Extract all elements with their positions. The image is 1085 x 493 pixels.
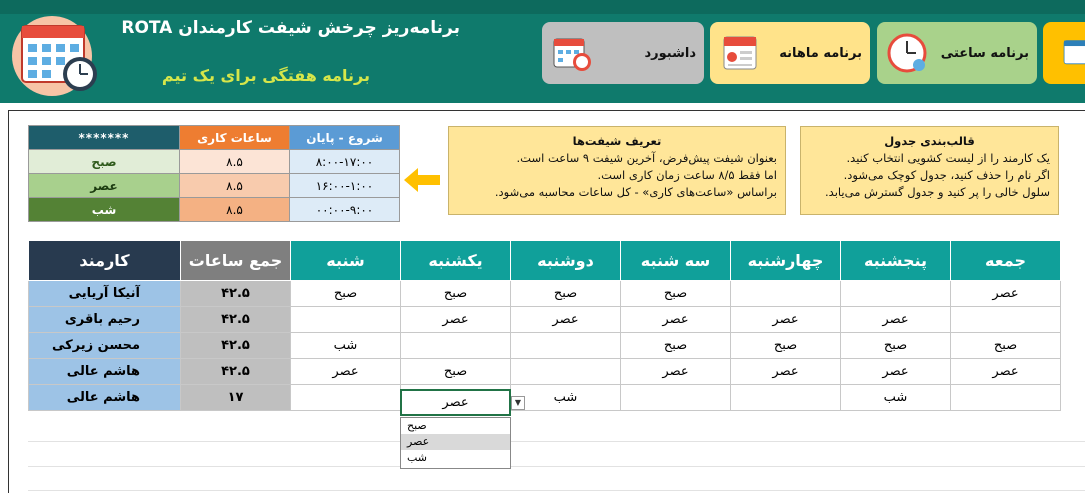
shift-cell[interactable]: [951, 307, 1061, 333]
shift-cell[interactable]: [951, 385, 1061, 411]
shift-cell[interactable]: [621, 385, 731, 411]
shift-cell[interactable]: عصر: [731, 359, 841, 385]
shift-definition-note: [448, 126, 786, 215]
shift-cell[interactable]: صبح: [291, 281, 401, 307]
page-subtitle: برنامه هفتگی برای یک تیم: [161, 66, 370, 85]
shift-name-cell[interactable]: شب: [29, 198, 180, 222]
note-line: براساس «ساعت‌های کاری» - کل ساعات محاسبه می‌شود.: [494, 185, 777, 199]
dashboard-label: داشبورد: [644, 45, 696, 61]
note-line: اما فقط ۸/۵ ساعت زمان کاری است.: [597, 168, 777, 182]
shift-name-cell[interactable]: عصر: [29, 174, 180, 198]
monthly-schedule-button[interactable]: [710, 22, 870, 84]
shift-cell[interactable]: عصر: [951, 359, 1061, 385]
total-hours-cell: ۴۲.۵: [181, 307, 291, 333]
page-title: برنامه‌ریز چرخش شیفت کارمندان ROTA: [121, 18, 460, 38]
shift-cell[interactable]: شب: [511, 385, 621, 411]
shift-cell[interactable]: صبح: [401, 359, 511, 385]
shift-cell[interactable]: صبح: [841, 333, 951, 359]
shift-cell[interactable]: عصر: [951, 281, 1061, 307]
shift-cell[interactable]: صبح: [731, 333, 841, 359]
active-shift-cell[interactable]: عصر: [400, 389, 511, 416]
time-range-header: شروع - پایان: [290, 126, 400, 150]
table-row: [29, 333, 1061, 359]
total-hours-header: جمع ساعات: [181, 241, 291, 281]
shift-time-cell[interactable]: ۱۶:۰۰-۱:۰۰: [290, 174, 400, 198]
shift-cell[interactable]: عصر: [621, 359, 731, 385]
shift-hours-cell[interactable]: ۸.۵: [180, 198, 290, 222]
shift-cell[interactable]: [841, 281, 951, 307]
grid-line: [28, 441, 1085, 442]
shift-cell[interactable]: [731, 385, 841, 411]
employee-cell[interactable]: آنیکا آریایی: [29, 281, 181, 307]
table-row: [29, 359, 1061, 385]
day-header: سه شنبه: [621, 241, 731, 281]
day-header: جمعه: [951, 241, 1061, 281]
arrow-left-icon: [404, 168, 442, 192]
shift-cell[interactable]: شب: [841, 385, 951, 411]
table-format-note: [800, 126, 1059, 215]
shift-cell[interactable]: عصر: [511, 307, 621, 333]
calendar-grid-icon: [1061, 36, 1085, 70]
extra-nav-button[interactable]: [1043, 22, 1085, 84]
shift-cell[interactable]: [731, 281, 841, 307]
shift-cell[interactable]: عصر: [841, 359, 951, 385]
shift-cell[interactable]: شب: [291, 333, 401, 359]
day-header: یکشنبه: [401, 241, 511, 281]
table-row: [29, 307, 1061, 333]
shift-cell[interactable]: عصر: [401, 307, 511, 333]
shift-time-cell[interactable]: ۸:۰۰-۱۷:۰۰: [290, 150, 400, 174]
total-hours-cell: ۴۲.۵: [181, 359, 291, 385]
dropdown-option[interactable]: عصر: [401, 434, 510, 450]
hours-header: ساعات کاری: [180, 126, 290, 150]
employee-cell[interactable]: محسن زیرکی: [29, 333, 181, 359]
day-header: چهارشنبه: [731, 241, 841, 281]
shift-cell[interactable]: [511, 359, 621, 385]
employee-header: کارمند: [29, 241, 181, 281]
shift-cell[interactable]: عصر: [731, 307, 841, 333]
calendar-icon: [718, 31, 762, 75]
day-header: پنجشنبه: [841, 241, 951, 281]
calendar-alarm-icon: [550, 31, 594, 75]
grid-line: [28, 490, 1085, 491]
shift-cell[interactable]: صبح: [401, 281, 511, 307]
shift-cell[interactable]: صبح: [511, 281, 621, 307]
grid-line: [28, 466, 1085, 467]
weekly-schedule-table: [28, 240, 1061, 411]
note-line: اگر نام را حذف کنید، جدول کوچک می‌شود.: [843, 168, 1050, 182]
note-title: قالب‌بندی جدول: [884, 134, 975, 148]
day-header: دوشنبه: [511, 241, 621, 281]
total-hours-cell: ۴۲.۵: [181, 281, 291, 307]
dropdown-arrow-button[interactable]: ▼: [511, 396, 525, 410]
shift-cell[interactable]: [291, 385, 401, 411]
shift-header: *******: [29, 126, 180, 150]
shift-cell[interactable]: صبح: [621, 281, 731, 307]
shift-cell[interactable]: [291, 307, 401, 333]
employee-cell[interactable]: رحیم باقری: [29, 307, 181, 333]
shift-cell[interactable]: صبح: [621, 333, 731, 359]
employee-cell[interactable]: هاشم عالی: [29, 385, 181, 411]
shift-definitions-table: [28, 125, 400, 222]
shift-cell[interactable]: عصر: [841, 307, 951, 333]
shift-cell[interactable]: [401, 333, 511, 359]
shift-hours-cell[interactable]: ۸.۵: [180, 150, 290, 174]
shift-cell[interactable]: صبح: [951, 333, 1061, 359]
table-row: [29, 385, 1061, 411]
dashboard-button[interactable]: [542, 22, 704, 84]
hourly-schedule-label: برنامه ساعتی: [940, 45, 1029, 61]
shift-cell[interactable]: [511, 333, 621, 359]
shift-hours-cell[interactable]: ۸.۵: [180, 174, 290, 198]
total-hours-cell: ۱۷: [181, 385, 291, 411]
header-band: [0, 0, 1085, 103]
table-row: [29, 281, 1061, 307]
day-header: شنبه: [291, 241, 401, 281]
dropdown-option[interactable]: شب: [407, 451, 428, 464]
monthly-schedule-label: برنامه ماهانه: [779, 45, 862, 61]
note-title: تعریف شیفت‌ها: [572, 134, 662, 148]
shift-cell[interactable]: عصر: [291, 359, 401, 385]
employee-cell[interactable]: هاشم عالی: [29, 359, 181, 385]
shift-dropdown-list: [400, 417, 511, 469]
hourly-schedule-button[interactable]: [877, 22, 1037, 84]
note-line: سلول خالی را پر کنید و جدول گسترش می‌یابد.: [825, 185, 1050, 199]
note-line: بعنوان شیفت پیش‌فرض، آخرین شیفت ۹ ساعت است.: [516, 151, 777, 165]
note-line: یک کارمند را از لیست کشویی انتخاب کنید.: [846, 151, 1050, 165]
calendar-clock-icon: [12, 12, 102, 98]
shift-name-cell[interactable]: صبح: [29, 150, 180, 174]
clock-icon: [885, 31, 929, 75]
shift-cell[interactable]: عصر: [621, 307, 731, 333]
dropdown-option[interactable]: صبح: [407, 419, 427, 432]
header-top-strip: [0, 0, 1085, 14]
total-hours-cell: ۴۲.۵: [181, 333, 291, 359]
shift-time-cell[interactable]: ۰۰:۰۰-۹:۰۰: [290, 198, 400, 222]
